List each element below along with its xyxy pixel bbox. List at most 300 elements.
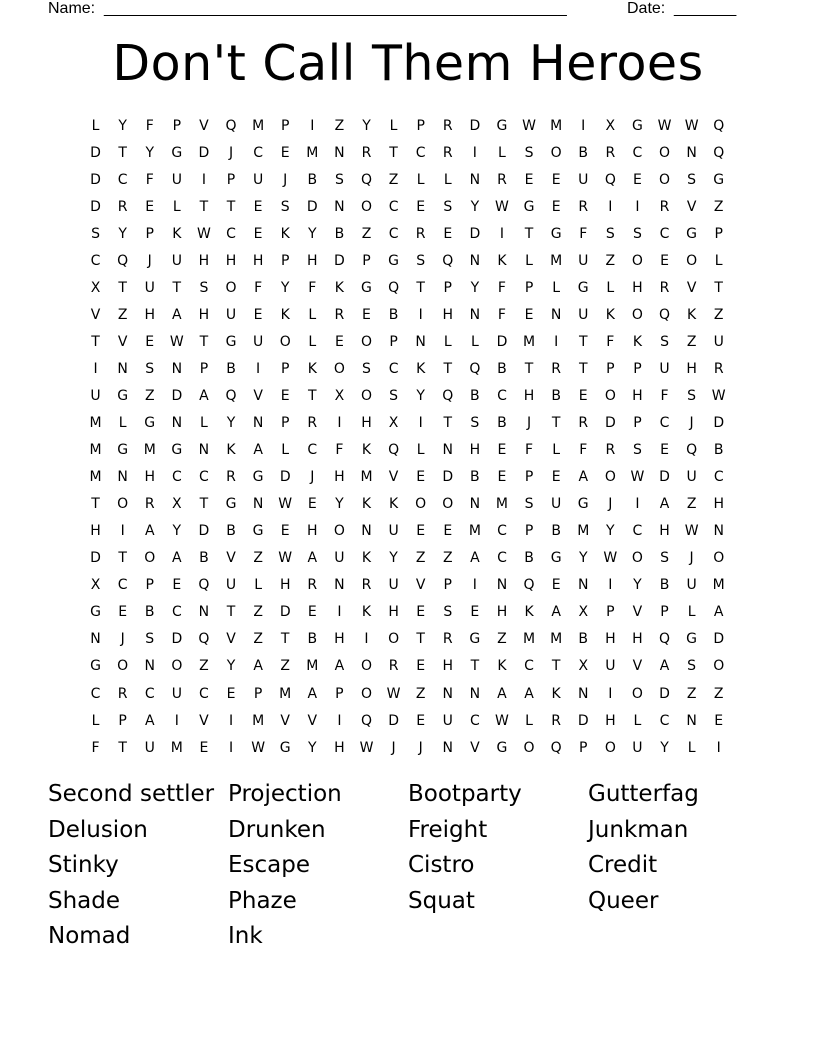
- grid-letter: S: [145, 360, 155, 377]
- grid-letter: E: [416, 198, 426, 215]
- grid-letter: I: [608, 685, 613, 702]
- grid-letter: P: [226, 171, 236, 188]
- grid-letter: E: [307, 604, 317, 621]
- grid-letter: N: [415, 333, 426, 350]
- grid-letter: Q: [360, 712, 372, 729]
- grid-letter: I: [716, 739, 721, 756]
- grid-letter: A: [144, 523, 155, 540]
- grid-letter: Z: [253, 631, 263, 648]
- grid-letter: U: [632, 739, 643, 756]
- grid-letter: E: [416, 658, 426, 675]
- grid-letter: Q: [550, 739, 562, 756]
- grid-letter: W: [197, 225, 211, 242]
- grid-letter: C: [388, 225, 399, 242]
- grid-letter: L: [525, 252, 533, 269]
- grid-letter: G: [496, 739, 508, 756]
- grid-letter: I: [174, 712, 179, 729]
- grid-letter: Z: [253, 550, 263, 567]
- grid-letter: B: [578, 631, 589, 648]
- grid-letter: P: [280, 117, 290, 134]
- word-list-item: Bootparty: [408, 781, 522, 807]
- grid-letter: D: [90, 550, 101, 567]
- date-label: Date:: [627, 0, 666, 17]
- grid-letter: N: [171, 415, 183, 432]
- grid-letter: U: [171, 252, 182, 269]
- grid-letter: Y: [416, 387, 425, 404]
- grid-letter: C: [253, 144, 263, 161]
- grid-letter: N: [577, 577, 589, 594]
- grid-letter: Y: [118, 225, 127, 242]
- grid-letter: P: [660, 604, 669, 621]
- grid-letter: D: [334, 252, 345, 269]
- grid-letter: O: [333, 360, 345, 377]
- grid-letter: Q: [713, 117, 725, 134]
- grid-letter: C: [713, 469, 724, 486]
- grid-letter: S: [687, 387, 697, 404]
- grid-letter: F: [497, 306, 506, 323]
- grid-letter: L: [552, 279, 561, 296]
- grid-letter: G: [117, 442, 129, 459]
- grid-letter: D: [469, 225, 481, 242]
- word-list-item: Drunken: [228, 816, 326, 843]
- grid-letter: U: [578, 171, 589, 188]
- grid-letter: L: [172, 198, 181, 215]
- grid-letter: W: [495, 712, 509, 729]
- grid-letter: P: [118, 712, 127, 729]
- grid-letter: Y: [308, 739, 317, 756]
- grid-letter: R: [578, 415, 589, 432]
- grid-letter: Z: [497, 631, 507, 648]
- grid-letter: N: [469, 496, 481, 513]
- grid-letter: T: [389, 144, 398, 161]
- grid-letter: M: [577, 523, 590, 540]
- grid-letter: R: [442, 144, 453, 161]
- grid-letter: N: [252, 496, 264, 513]
- grid-letter: D: [198, 523, 210, 540]
- grid-letter: P: [253, 685, 263, 702]
- grid-letter: L: [470, 333, 479, 350]
- grid-letter: O: [523, 739, 535, 756]
- grid-letter: L: [552, 442, 561, 459]
- grid-letter: R: [442, 117, 453, 134]
- grid-letter: E: [497, 469, 507, 486]
- grid-letter: R: [659, 279, 670, 296]
- grid-letter: W: [251, 739, 266, 756]
- word-list-item: Stinky: [48, 852, 119, 879]
- grid-letter: C: [171, 469, 182, 486]
- grid-letter: R: [551, 360, 561, 377]
- grid-letter: P: [524, 469, 534, 486]
- grid-letter: V: [415, 577, 426, 594]
- grid-letter: T: [91, 333, 100, 350]
- grid-letter: G: [469, 631, 481, 648]
- grid-letter: K: [605, 306, 615, 323]
- grid-letter: K: [416, 360, 426, 377]
- grid-letter: G: [144, 415, 156, 432]
- grid-letter: T: [578, 360, 588, 377]
- grid-letter: N: [469, 171, 481, 188]
- grid-letter: P: [524, 279, 534, 296]
- grid-letter: B: [578, 144, 589, 161]
- grid-letter: A: [470, 550, 480, 567]
- word-list-item: Projection: [228, 781, 342, 807]
- grid-letter: B: [551, 523, 561, 540]
- grid-letter: S: [632, 225, 642, 242]
- grid-letter: A: [253, 442, 263, 459]
- grid-letter: H: [605, 631, 616, 648]
- grid-letter: H: [442, 306, 454, 323]
- grid-letter: C: [171, 604, 182, 621]
- grid-letter: Y: [578, 550, 588, 567]
- grid-letter: G: [523, 198, 535, 215]
- grid-letter: N: [334, 144, 345, 161]
- grid-letter: L: [200, 415, 208, 432]
- grid-letter: J: [120, 631, 125, 648]
- grid-letter: B: [497, 360, 507, 377]
- grid-letter: R: [415, 225, 426, 242]
- grid-letter: D: [306, 198, 318, 215]
- grid-letter: M: [550, 631, 563, 648]
- grid-letter: I: [581, 117, 586, 134]
- grid-letter: O: [144, 550, 156, 567]
- grid-letter: Q: [198, 577, 210, 594]
- grid-letter: I: [201, 171, 206, 188]
- grid-letter: R: [117, 198, 128, 215]
- grid-letter: O: [713, 550, 725, 567]
- grid-letter: L: [389, 117, 398, 134]
- grid-letter: C: [415, 144, 426, 161]
- grid-letter: E: [470, 604, 480, 621]
- grid-letter: B: [659, 577, 670, 594]
- grid-letter: H: [523, 387, 535, 404]
- grid-letter: A: [659, 658, 670, 675]
- grid-letter: N: [577, 685, 589, 702]
- grid-letter: C: [388, 198, 399, 215]
- grid-letter: K: [687, 306, 697, 323]
- grid-letter: O: [686, 252, 698, 269]
- grid-letter: B: [144, 604, 155, 621]
- grid-letter: C: [497, 550, 507, 567]
- grid-letter: P: [524, 523, 534, 540]
- grid-letter: G: [90, 604, 101, 621]
- grid-letter: Z: [713, 306, 724, 323]
- grid-letter: K: [307, 360, 317, 377]
- grid-letter: Q: [360, 171, 372, 188]
- grid-letter: Y: [660, 739, 669, 756]
- grid-letter: P: [199, 360, 209, 377]
- grid-letter: R: [578, 198, 589, 215]
- grid-letter: D: [659, 469, 670, 486]
- grid-letter: Q: [117, 252, 129, 269]
- grid-letter: D: [90, 144, 101, 161]
- grid-letter: P: [335, 685, 344, 702]
- grid-letter: I: [635, 198, 640, 215]
- grid-letter: Z: [415, 685, 426, 702]
- grid-letter: B: [199, 550, 209, 567]
- grid-letter: O: [388, 631, 400, 648]
- word-list-item: Freight: [408, 816, 488, 843]
- grid-letter: H: [659, 523, 670, 540]
- word-list-item: Junkman: [588, 816, 689, 843]
- grid-letter: Z: [334, 117, 345, 134]
- grid-letter: R: [605, 442, 616, 459]
- grid-letter: V: [226, 550, 236, 567]
- grid-letter: Q: [225, 387, 237, 404]
- grid-letter: J: [689, 415, 694, 432]
- grid-letter: G: [577, 279, 589, 296]
- grid-letter: M: [523, 333, 536, 350]
- grid-letter: E: [226, 685, 236, 702]
- grid-letter: U: [605, 658, 616, 675]
- grid-letter: F: [497, 279, 506, 296]
- grid-letter: C: [469, 712, 480, 729]
- grid-letter: N: [496, 577, 508, 594]
- grid-letter: N: [686, 144, 697, 161]
- grid-letter: T: [118, 739, 127, 756]
- grid-letter: E: [280, 387, 290, 404]
- grid-letter: I: [310, 117, 315, 134]
- grid-letter: L: [281, 442, 290, 459]
- grid-letter: X: [578, 658, 589, 675]
- word-list-item: Shade: [48, 887, 121, 914]
- grid-letter: D: [442, 469, 454, 486]
- grid-letter: A: [172, 306, 182, 323]
- grid-letter: F: [525, 442, 534, 459]
- grid-letter: S: [443, 604, 453, 621]
- grid-letter: D: [604, 415, 616, 432]
- word-list-item: Cistro: [408, 852, 475, 879]
- grid-letter: C: [497, 387, 507, 404]
- grid-letter: E: [199, 739, 209, 756]
- grid-letter: V: [253, 387, 263, 404]
- grid-letter: Q: [442, 252, 454, 269]
- grid-letter: H: [144, 469, 155, 486]
- grid-letter: X: [334, 387, 345, 404]
- grid-letter: W: [684, 117, 699, 134]
- grid-letter: I: [608, 198, 613, 215]
- grid-letter: P: [606, 604, 615, 621]
- grid-letter: I: [337, 415, 342, 432]
- grid-letter: C: [117, 171, 128, 188]
- grid-letter: G: [496, 117, 508, 134]
- grid-letter: N: [442, 442, 453, 459]
- grid-letter: O: [360, 658, 372, 675]
- grid-letter: L: [308, 306, 317, 323]
- grid-letter: P: [280, 252, 290, 269]
- grid-letter: T: [172, 279, 182, 296]
- grid-letter: Z: [713, 685, 724, 702]
- grid-letter: I: [499, 225, 505, 242]
- grid-letter: L: [443, 171, 452, 188]
- grid-letter: L: [416, 442, 425, 459]
- grid-letter: C: [388, 360, 399, 377]
- grid-letter: B: [334, 225, 345, 242]
- grid-letter: S: [280, 198, 290, 215]
- grid-letter: L: [118, 415, 127, 432]
- grid-letter: R: [334, 306, 345, 323]
- word-list-item: Delusion: [48, 816, 148, 843]
- grid-letter: F: [335, 442, 344, 459]
- grid-letter: I: [228, 739, 234, 756]
- grid-letter: I: [337, 604, 342, 621]
- grid-letter: A: [659, 496, 670, 513]
- grid-letter: T: [443, 360, 453, 377]
- grid-letter: N: [334, 198, 345, 215]
- grid-letter: K: [172, 225, 182, 242]
- grid-letter: N: [117, 360, 128, 377]
- grid-letter: R: [307, 415, 318, 432]
- grid-letter: U: [171, 685, 182, 702]
- grid-letter: S: [416, 252, 426, 269]
- grid-letter: M: [523, 631, 536, 648]
- grid-letter: C: [144, 685, 155, 702]
- name-field: ____________________________________________________: [104, 0, 567, 17]
- grid-letter: H: [144, 306, 155, 323]
- grid-letter: L: [91, 117, 100, 134]
- letter-grid: [82, 112, 732, 761]
- grid-letter: J: [418, 739, 423, 756]
- grid-letter: U: [144, 279, 155, 296]
- grid-letter: E: [551, 171, 561, 188]
- grid-letter: O: [631, 550, 643, 567]
- grid-letter: O: [279, 333, 291, 350]
- grid-letter: H: [307, 523, 318, 540]
- grid-letter: E: [660, 442, 669, 459]
- grid-letter: E: [416, 469, 426, 486]
- grid-letter: U: [171, 171, 182, 188]
- grid-letter: L: [714, 252, 723, 269]
- grid-letter: I: [364, 631, 369, 648]
- grid-letter: P: [145, 577, 154, 594]
- grid-letter: Y: [633, 577, 642, 594]
- grid-letter: B: [226, 523, 236, 540]
- grid-letter: D: [659, 685, 670, 702]
- grid-letter: F: [660, 387, 669, 404]
- grid-letter: Q: [659, 306, 671, 323]
- grid-letter: G: [686, 631, 698, 648]
- grid-letter: Q: [523, 577, 535, 594]
- grid-letter: C: [659, 415, 670, 432]
- grid-letter: I: [472, 144, 477, 161]
- grid-letter: V: [280, 712, 290, 729]
- grid-letter: T: [551, 415, 561, 432]
- grid-letter: V: [226, 631, 236, 648]
- grid-letter: Q: [686, 442, 698, 459]
- grid-letter: A: [307, 550, 318, 567]
- grid-letter: M: [712, 577, 725, 594]
- grid-letter: U: [225, 577, 237, 594]
- grid-letter: Y: [470, 279, 480, 296]
- grid-letter: O: [631, 252, 643, 269]
- grid-letter: Q: [469, 360, 481, 377]
- grid-letter: P: [280, 360, 290, 377]
- grid-letter: A: [578, 469, 589, 486]
- grid-letter: L: [687, 739, 696, 756]
- word-list-item: Queer: [588, 887, 659, 914]
- grid-letter: Z: [144, 387, 155, 404]
- grid-letter: D: [279, 469, 291, 486]
- grid-letter: F: [579, 442, 588, 459]
- grid-letter: O: [631, 306, 643, 323]
- grid-letter: M: [306, 658, 319, 675]
- grid-letter: M: [170, 739, 183, 756]
- grid-letter: U: [252, 171, 264, 188]
- grid-letter: E: [524, 306, 534, 323]
- grid-letter: H: [469, 442, 481, 459]
- grid-letter: E: [551, 469, 561, 486]
- grid-letter: D: [279, 604, 291, 621]
- grid-letter: H: [334, 739, 345, 756]
- grid-letter: A: [524, 685, 534, 702]
- grid-letter: S: [470, 415, 480, 432]
- grid-letter: M: [550, 117, 563, 134]
- grid-letter: C: [632, 523, 643, 540]
- grid-letter: E: [334, 333, 344, 350]
- grid-letter: H: [198, 306, 210, 323]
- grid-letter: M: [550, 252, 563, 269]
- grid-letter: P: [714, 225, 723, 242]
- grid-letter: Y: [362, 117, 371, 134]
- grid-letter: E: [443, 523, 453, 540]
- grid-letter: R: [551, 712, 561, 729]
- grid-letter: V: [117, 333, 128, 350]
- grid-letter: H: [307, 252, 318, 269]
- grid-letter: G: [577, 496, 589, 513]
- grid-letter: N: [442, 685, 453, 702]
- grid-letter: Y: [172, 523, 182, 540]
- grid-letter: E: [416, 604, 426, 621]
- grid-letter: N: [144, 658, 155, 675]
- grid-letter: L: [498, 144, 506, 161]
- grid-letter: S: [687, 658, 697, 675]
- grid-letter: H: [198, 252, 210, 269]
- grid-letter: K: [280, 225, 290, 242]
- grid-letter: M: [495, 496, 508, 513]
- grid-letter: R: [307, 577, 318, 594]
- grid-letter: J: [608, 496, 613, 513]
- grid-letter: E: [632, 171, 642, 188]
- grid-letter: X: [578, 604, 589, 621]
- grid-letter: K: [388, 496, 399, 513]
- grid-letter: E: [524, 171, 534, 188]
- grid-letter: A: [172, 550, 182, 567]
- grid-letter: Q: [604, 171, 616, 188]
- grid-letter: W: [522, 117, 536, 134]
- grid-letter: O: [604, 469, 616, 486]
- grid-letter: E: [253, 225, 263, 242]
- grid-letter: C: [90, 252, 101, 269]
- grid-letter: U: [388, 523, 399, 540]
- grid-letter: S: [605, 225, 615, 242]
- grid-letter: E: [551, 577, 561, 594]
- grid-letter: U: [686, 469, 697, 486]
- grid-letter: W: [359, 739, 374, 756]
- name-label: Name:: [48, 0, 96, 17]
- grid-letter: G: [388, 252, 399, 269]
- grid-letter: C: [199, 685, 209, 702]
- grid-letter: Z: [199, 658, 209, 675]
- grid-letter: I: [256, 360, 261, 377]
- grid-letter: N: [171, 360, 183, 377]
- grid-letter: C: [117, 577, 128, 594]
- grid-letter: Z: [415, 550, 426, 567]
- grid-letter: T: [578, 333, 588, 350]
- grid-letter: G: [252, 523, 264, 540]
- grid-letter: U: [144, 739, 155, 756]
- grid-letter: C: [199, 469, 209, 486]
- grid-letter: T: [118, 144, 127, 161]
- grid-letter: Z: [713, 198, 724, 215]
